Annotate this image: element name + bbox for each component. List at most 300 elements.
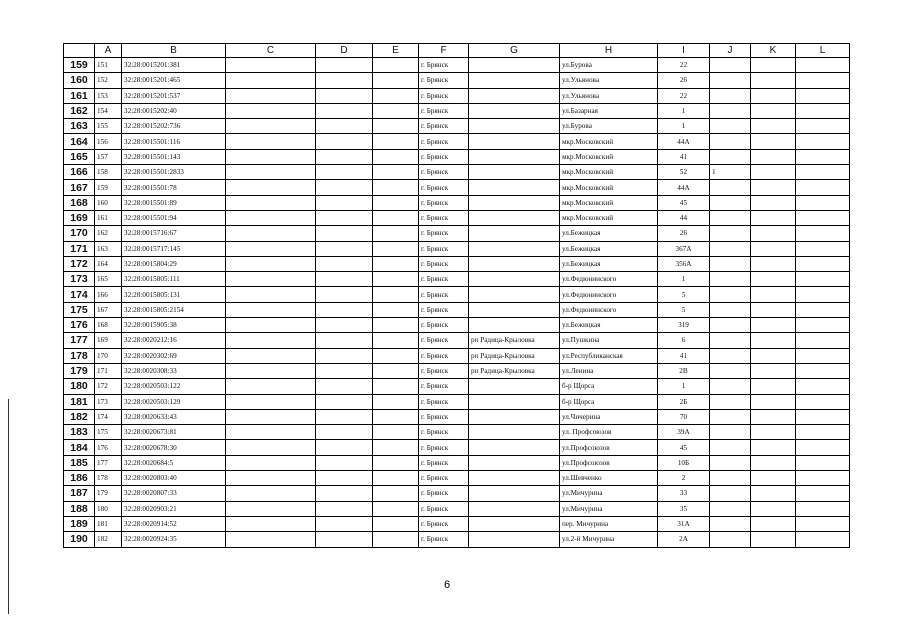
cell-g[interactable] [469, 287, 560, 302]
cell-e[interactable] [373, 149, 419, 164]
row-number[interactable]: 179 [64, 363, 95, 378]
cell-d[interactable] [316, 409, 373, 424]
row-number[interactable]: 172 [64, 256, 95, 271]
cell-l[interactable] [796, 180, 850, 195]
cell-d[interactable] [316, 210, 373, 225]
cell-j[interactable] [710, 501, 751, 516]
cell-l[interactable] [796, 272, 850, 287]
cell-h[interactable]: мкр.Московский [560, 149, 658, 164]
row-number[interactable]: 175 [64, 302, 95, 317]
cell-h[interactable]: мкр.Московский [560, 195, 658, 210]
cell-c[interactable] [226, 134, 316, 149]
cell-f[interactable]: г. Брянск [419, 409, 469, 424]
cell-e[interactable] [373, 241, 419, 256]
row-number[interactable]: 186 [64, 471, 95, 486]
cell-a[interactable]: 163 [95, 241, 122, 256]
column-header-f[interactable]: F [419, 44, 469, 58]
cell-f[interactable]: г. Брянск [419, 210, 469, 225]
cell-d[interactable] [316, 394, 373, 409]
cell-e[interactable] [373, 394, 419, 409]
cell-l[interactable] [796, 241, 850, 256]
cell-f[interactable]: г. Брянск [419, 379, 469, 394]
cell-g[interactable]: рп Радица-Крыловка [469, 363, 560, 378]
cell-h[interactable]: ул.Мичурина [560, 486, 658, 501]
cell-i[interactable]: 356А [658, 256, 710, 271]
cell-d[interactable] [316, 256, 373, 271]
cell-c[interactable] [226, 348, 316, 363]
cell-g[interactable] [469, 210, 560, 225]
cell-l[interactable] [796, 119, 850, 134]
cell-e[interactable] [373, 256, 419, 271]
cell-j[interactable] [710, 318, 751, 333]
cell-i[interactable]: 22 [658, 58, 710, 73]
cell-h[interactable]: ул.Бурова [560, 119, 658, 134]
cell-h[interactable]: ул.Бурова [560, 58, 658, 73]
cell-b[interactable]: 32:28:0020302:69 [122, 348, 226, 363]
cell-a[interactable]: 177 [95, 455, 122, 470]
row-number[interactable]: 188 [64, 501, 95, 516]
cell-a[interactable]: 156 [95, 134, 122, 149]
cell-k[interactable] [751, 333, 796, 348]
cell-g[interactable] [469, 440, 560, 455]
cell-l[interactable] [796, 134, 850, 149]
cell-l[interactable] [796, 165, 850, 180]
cell-d[interactable] [316, 165, 373, 180]
cell-j[interactable] [710, 180, 751, 195]
cell-k[interactable] [751, 318, 796, 333]
row-number[interactable]: 164 [64, 134, 95, 149]
cell-c[interactable] [226, 58, 316, 73]
cell-c[interactable] [226, 256, 316, 271]
cell-f[interactable]: г. Брянск [419, 134, 469, 149]
cell-e[interactable] [373, 272, 419, 287]
cell-e[interactable] [373, 486, 419, 501]
row-number[interactable]: 162 [64, 103, 95, 118]
cell-j[interactable] [710, 149, 751, 164]
cell-k[interactable] [751, 287, 796, 302]
row-number[interactable]: 182 [64, 409, 95, 424]
cell-j[interactable] [710, 103, 751, 118]
cell-l[interactable] [796, 455, 850, 470]
cell-c[interactable] [226, 180, 316, 195]
cell-e[interactable] [373, 134, 419, 149]
cell-d[interactable] [316, 363, 373, 378]
cell-j[interactable] [710, 302, 751, 317]
cell-c[interactable] [226, 363, 316, 378]
cell-j[interactable] [710, 532, 751, 547]
column-header-c[interactable]: C [226, 44, 316, 58]
cell-e[interactable] [373, 425, 419, 440]
cell-d[interactable] [316, 119, 373, 134]
cell-h[interactable]: ул.Бежицкая [560, 241, 658, 256]
cell-g[interactable] [469, 379, 560, 394]
cell-b[interactable]: 32:28:0020803:40 [122, 471, 226, 486]
cell-a[interactable]: 161 [95, 210, 122, 225]
cell-a[interactable]: 179 [95, 486, 122, 501]
cell-g[interactable] [469, 532, 560, 547]
cell-k[interactable] [751, 363, 796, 378]
cell-k[interactable] [751, 165, 796, 180]
cell-a[interactable]: 165 [95, 272, 122, 287]
cell-k[interactable] [751, 119, 796, 134]
cell-f[interactable]: г. Брянск [419, 180, 469, 195]
column-header-e[interactable]: E [373, 44, 419, 58]
cell-e[interactable] [373, 165, 419, 180]
cell-i[interactable]: 33 [658, 486, 710, 501]
cell-c[interactable] [226, 165, 316, 180]
cell-d[interactable] [316, 425, 373, 440]
cell-d[interactable] [316, 501, 373, 516]
cell-e[interactable] [373, 73, 419, 88]
cell-i[interactable]: 22 [658, 88, 710, 103]
cell-e[interactable] [373, 348, 419, 363]
cell-e[interactable] [373, 103, 419, 118]
cell-l[interactable] [796, 333, 850, 348]
cell-j[interactable] [710, 394, 751, 409]
cell-j[interactable] [710, 348, 751, 363]
cell-g[interactable] [469, 103, 560, 118]
row-number[interactable]: 174 [64, 287, 95, 302]
cell-f[interactable]: г. Брянск [419, 516, 469, 531]
cell-j[interactable] [710, 333, 751, 348]
cell-i[interactable]: 52 [658, 165, 710, 180]
cell-c[interactable] [226, 471, 316, 486]
cell-d[interactable] [316, 440, 373, 455]
cell-i[interactable]: 6 [658, 333, 710, 348]
cell-a[interactable]: 157 [95, 149, 122, 164]
cell-g[interactable] [469, 180, 560, 195]
cell-c[interactable] [226, 379, 316, 394]
cell-a[interactable]: 152 [95, 73, 122, 88]
cell-c[interactable] [226, 103, 316, 118]
cell-b[interactable]: 32:28:0020684:5 [122, 455, 226, 470]
cell-h[interactable]: мкр.Московский [560, 165, 658, 180]
cell-c[interactable] [226, 501, 316, 516]
cell-c[interactable] [226, 516, 316, 531]
cell-j[interactable] [710, 226, 751, 241]
cell-h[interactable]: б-р Щорса [560, 379, 658, 394]
cell-c[interactable] [226, 409, 316, 424]
cell-h[interactable]: ул.Ульянова [560, 73, 658, 88]
cell-c[interactable] [226, 440, 316, 455]
cell-d[interactable] [316, 287, 373, 302]
cell-a[interactable]: 167 [95, 302, 122, 317]
cell-h[interactable]: ул.Шевченко [560, 471, 658, 486]
cell-l[interactable] [796, 302, 850, 317]
cell-i[interactable]: 26 [658, 73, 710, 88]
cell-e[interactable] [373, 287, 419, 302]
cell-l[interactable] [796, 348, 850, 363]
cell-b[interactable]: 32:28:0015805:111 [122, 272, 226, 287]
cell-i[interactable]: 44А [658, 134, 710, 149]
cell-l[interactable] [796, 486, 850, 501]
cell-f[interactable]: г. Брянск [419, 440, 469, 455]
cell-e[interactable] [373, 226, 419, 241]
cell-b[interactable]: 32:28:0020678:30 [122, 440, 226, 455]
cell-h[interactable]: ул.Республиканская [560, 348, 658, 363]
cell-i[interactable]: 41 [658, 348, 710, 363]
corner-cell[interactable] [64, 44, 95, 58]
cell-l[interactable] [796, 58, 850, 73]
cell-i[interactable]: 39А [658, 425, 710, 440]
cell-b[interactable]: 32:28:0015501:78 [122, 180, 226, 195]
cell-f[interactable]: г. Брянск [419, 149, 469, 164]
column-header-l[interactable]: L [796, 44, 850, 58]
cell-g[interactable] [469, 149, 560, 164]
cell-i[interactable]: 26 [658, 226, 710, 241]
cell-b[interactable]: 32:28:0020914:52 [122, 516, 226, 531]
cell-g[interactable]: рп Радица-Крыловка [469, 333, 560, 348]
cell-g[interactable] [469, 425, 560, 440]
cell-k[interactable] [751, 226, 796, 241]
cell-b[interactable]: 32:28:0015805:131 [122, 287, 226, 302]
cell-f[interactable]: г. Брянск [419, 287, 469, 302]
cell-h[interactable]: ул.Мичурина [560, 501, 658, 516]
cell-i[interactable]: 1 [658, 272, 710, 287]
cell-a[interactable]: 173 [95, 394, 122, 409]
cell-f[interactable]: г. Брянск [419, 318, 469, 333]
cell-g[interactable]: рп Радица-Крыловка [469, 348, 560, 363]
cell-b[interactable]: 32:28:0015501:143 [122, 149, 226, 164]
cell-j[interactable] [710, 440, 751, 455]
cell-a[interactable]: 162 [95, 226, 122, 241]
cell-d[interactable] [316, 379, 373, 394]
cell-j[interactable] [710, 455, 751, 470]
cell-e[interactable] [373, 119, 419, 134]
cell-l[interactable] [796, 516, 850, 531]
cell-h[interactable]: пер. Мичурина [560, 516, 658, 531]
cell-j[interactable] [710, 272, 751, 287]
cell-f[interactable]: г. Брянск [419, 88, 469, 103]
cell-i[interactable]: 70 [658, 409, 710, 424]
cell-k[interactable] [751, 210, 796, 225]
cell-b[interactable]: 32:28:0015501:89 [122, 195, 226, 210]
cell-f[interactable]: г. Брянск [419, 425, 469, 440]
cell-g[interactable] [469, 516, 560, 531]
cell-i[interactable]: 1 [658, 119, 710, 134]
cell-l[interactable] [796, 149, 850, 164]
cell-k[interactable] [751, 149, 796, 164]
row-number[interactable]: 161 [64, 88, 95, 103]
cell-l[interactable] [796, 409, 850, 424]
cell-b[interactable]: 32:28:0015804:29 [122, 256, 226, 271]
cell-l[interactable] [796, 425, 850, 440]
cell-l[interactable] [796, 226, 850, 241]
cell-l[interactable] [796, 471, 850, 486]
row-number[interactable]: 189 [64, 516, 95, 531]
row-number[interactable]: 180 [64, 379, 95, 394]
row-number[interactable]: 176 [64, 318, 95, 333]
cell-e[interactable] [373, 88, 419, 103]
row-number[interactable]: 163 [64, 119, 95, 134]
row-number[interactable]: 169 [64, 210, 95, 225]
cell-f[interactable]: г. Брянск [419, 302, 469, 317]
cell-h[interactable]: ул.Федюнинского [560, 272, 658, 287]
cell-h[interactable]: мкр.Московский [560, 180, 658, 195]
cell-k[interactable] [751, 272, 796, 287]
cell-a[interactable]: 180 [95, 501, 122, 516]
cell-k[interactable] [751, 58, 796, 73]
cell-g[interactable] [469, 241, 560, 256]
cell-d[interactable] [316, 134, 373, 149]
cell-i[interactable]: 44А [658, 180, 710, 195]
cell-l[interactable] [796, 287, 850, 302]
cell-d[interactable] [316, 226, 373, 241]
cell-g[interactable] [469, 58, 560, 73]
cell-g[interactable] [469, 486, 560, 501]
cell-j[interactable] [710, 195, 751, 210]
cell-i[interactable]: 10Б [658, 455, 710, 470]
cell-k[interactable] [751, 532, 796, 547]
cell-a[interactable]: 170 [95, 348, 122, 363]
cell-j[interactable] [710, 471, 751, 486]
cell-h[interactable]: ул.Бежицкая [560, 318, 658, 333]
cell-i[interactable]: 2В [658, 363, 710, 378]
cell-a[interactable]: 159 [95, 180, 122, 195]
cell-i[interactable]: 2 [658, 471, 710, 486]
cell-b[interactable]: 32:28:0015201:465 [122, 73, 226, 88]
cell-e[interactable] [373, 516, 419, 531]
cell-j[interactable] [710, 241, 751, 256]
cell-h[interactable]: ул.Бежицкая [560, 256, 658, 271]
cell-g[interactable] [469, 195, 560, 210]
cell-d[interactable] [316, 532, 373, 547]
cell-j[interactable] [710, 210, 751, 225]
cell-l[interactable] [796, 88, 850, 103]
column-header-k[interactable]: K [751, 44, 796, 58]
cell-k[interactable] [751, 440, 796, 455]
cell-l[interactable] [796, 73, 850, 88]
row-number[interactable]: 190 [64, 532, 95, 547]
row-number[interactable]: 159 [64, 58, 95, 73]
cell-l[interactable] [796, 318, 850, 333]
cell-c[interactable] [226, 318, 316, 333]
cell-c[interactable] [226, 119, 316, 134]
cell-k[interactable] [751, 516, 796, 531]
cell-j[interactable] [710, 73, 751, 88]
cell-f[interactable]: г. Брянск [419, 73, 469, 88]
cell-d[interactable] [316, 348, 373, 363]
cell-b[interactable]: 32:28:0015905:38 [122, 318, 226, 333]
cell-e[interactable] [373, 440, 419, 455]
cell-l[interactable] [796, 440, 850, 455]
cell-a[interactable]: 175 [95, 425, 122, 440]
cell-f[interactable]: г. Брянск [419, 348, 469, 363]
cell-c[interactable] [226, 149, 316, 164]
cell-a[interactable]: 172 [95, 379, 122, 394]
cell-d[interactable] [316, 149, 373, 164]
cell-j[interactable] [710, 58, 751, 73]
cell-c[interactable] [226, 210, 316, 225]
cell-d[interactable] [316, 333, 373, 348]
cell-b[interactable]: 32:28:0020212:16 [122, 333, 226, 348]
cell-k[interactable] [751, 241, 796, 256]
cell-a[interactable]: 153 [95, 88, 122, 103]
cell-k[interactable] [751, 409, 796, 424]
cell-d[interactable] [316, 103, 373, 118]
cell-e[interactable] [373, 302, 419, 317]
cell-b[interactable]: 32:28:0015202:736 [122, 119, 226, 134]
cell-g[interactable] [469, 73, 560, 88]
cell-e[interactable] [373, 532, 419, 547]
cell-f[interactable]: г. Брянск [419, 195, 469, 210]
cell-l[interactable] [796, 363, 850, 378]
cell-h[interactable]: ул.Федюнинского [560, 302, 658, 317]
cell-a[interactable]: 155 [95, 119, 122, 134]
cell-a[interactable]: 176 [95, 440, 122, 455]
cell-c[interactable] [226, 287, 316, 302]
cell-d[interactable] [316, 88, 373, 103]
cell-a[interactable]: 160 [95, 195, 122, 210]
cell-i[interactable]: 1 [658, 379, 710, 394]
cell-g[interactable] [469, 134, 560, 149]
cell-f[interactable]: г. Брянск [419, 119, 469, 134]
cell-b[interactable]: 32:28:0020503:122 [122, 379, 226, 394]
row-number[interactable]: 160 [64, 73, 95, 88]
cell-d[interactable] [316, 272, 373, 287]
cell-h[interactable]: ул. Профсоюзов [560, 425, 658, 440]
cell-g[interactable] [469, 119, 560, 134]
cell-l[interactable] [796, 394, 850, 409]
row-number[interactable]: 181 [64, 394, 95, 409]
cell-g[interactable] [469, 318, 560, 333]
cell-b[interactable]: 32:28:0020633:43 [122, 409, 226, 424]
column-header-i[interactable]: I [658, 44, 710, 58]
cell-a[interactable]: 169 [95, 333, 122, 348]
cell-h[interactable]: мкр.Московский [560, 134, 658, 149]
cell-f[interactable]: г. Брянск [419, 455, 469, 470]
cell-j[interactable] [710, 88, 751, 103]
cell-e[interactable] [373, 379, 419, 394]
cell-i[interactable]: 367А [658, 241, 710, 256]
cell-g[interactable] [469, 471, 560, 486]
cell-g[interactable] [469, 409, 560, 424]
cell-e[interactable] [373, 409, 419, 424]
cell-f[interactable]: г. Брянск [419, 165, 469, 180]
row-number[interactable]: 187 [64, 486, 95, 501]
cell-b[interactable]: 32:28:0015201:537 [122, 88, 226, 103]
cell-f[interactable]: г. Брянск [419, 486, 469, 501]
cell-e[interactable] [373, 318, 419, 333]
column-header-j[interactable]: J [710, 44, 751, 58]
cell-h[interactable]: ул.Федюнинского [560, 287, 658, 302]
cell-c[interactable] [226, 302, 316, 317]
cell-b[interactable]: 32:28:0015501:94 [122, 210, 226, 225]
cell-g[interactable] [469, 272, 560, 287]
column-header-g[interactable]: G [469, 44, 560, 58]
cell-l[interactable] [796, 210, 850, 225]
row-number[interactable]: 171 [64, 241, 95, 256]
cell-h[interactable]: б-р Щорса [560, 394, 658, 409]
cell-l[interactable] [796, 501, 850, 516]
cell-h[interactable]: ул.Профсоюзов [560, 440, 658, 455]
cell-c[interactable] [226, 394, 316, 409]
cell-l[interactable] [796, 195, 850, 210]
cell-h[interactable]: ул.Ульянова [560, 88, 658, 103]
cell-j[interactable] [710, 379, 751, 394]
cell-a[interactable]: 151 [95, 58, 122, 73]
cell-g[interactable] [469, 256, 560, 271]
cell-j[interactable] [710, 287, 751, 302]
cell-d[interactable] [316, 318, 373, 333]
cell-c[interactable] [226, 73, 316, 88]
cell-f[interactable]: г. Брянск [419, 471, 469, 486]
cell-g[interactable] [469, 302, 560, 317]
cell-c[interactable] [226, 226, 316, 241]
cell-l[interactable] [796, 103, 850, 118]
cell-f[interactable]: г. Брянск [419, 532, 469, 547]
cell-c[interactable] [226, 272, 316, 287]
